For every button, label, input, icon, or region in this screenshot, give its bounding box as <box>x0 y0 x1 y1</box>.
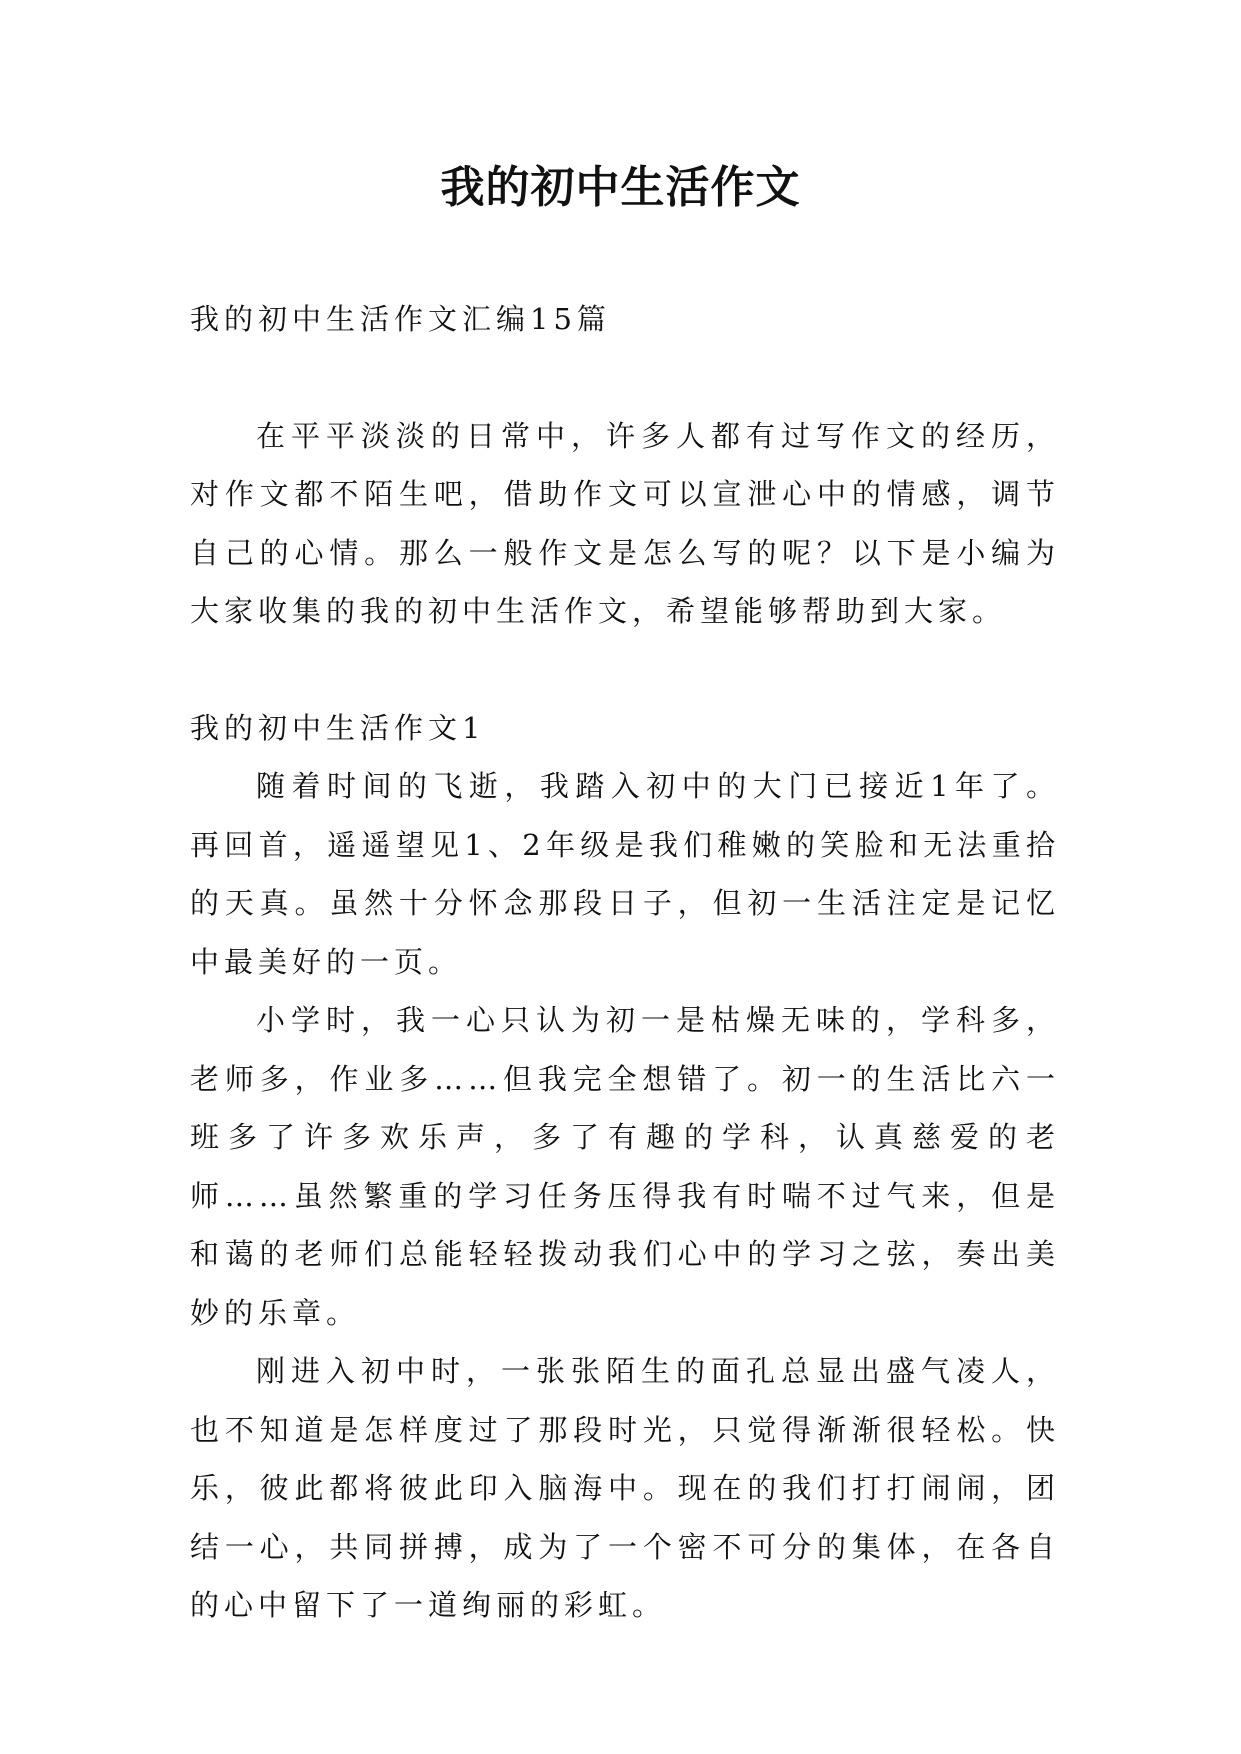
essay-paragraph: 随着时间的飞逝，我踏入初中的大门已接近1年了。再回首，遥遥望见1、2年级是我们稚嫩的笑脸和无法重拾的天真。虽然十分怀念那段日子，但初一生活注定是记忆中最美好的一页。 <box>190 769 1060 979</box>
essay-paragraph: 刚进入初中时，一张张陌生的面孔总显出盛气凌人，也不知道是怎样度过了那段时光，只觉得渐渐很轻松。快乐，彼此都将彼此印入脑海中。现在的我们打打闹闹，团结一心，共同拼搏，成为了一个密不可分的集体，在各自的心中留下了一道绚丽的彩虹。 <box>190 1354 1060 1622</box>
document-body <box>190 290 1060 1635</box>
spacer <box>190 641 1060 699</box>
spacer <box>190 349 1060 407</box>
document-subtitle: 我的初中生活作文汇编15篇 <box>190 302 611 336</box>
essay-heading: 我的初中生活作文1 <box>190 710 486 745</box>
essay-paragraph: 小学时，我一心只认为初一是枯燥无味的，学科多，老师多，作业多……但我完全想错了。初一的生活比六一班多了许多欢乐声，多了有趣的学科，认真慈爱的老师……虽然繁重的学习任务压得我有时喘不过气来，但是和蔼的老师们总能轻轻拨动我们心中的学习之弦，奏出美妙的乐章。 <box>190 1003 1060 1330</box>
intro-paragraph: 在平平淡淡的日常中，许多人都有过写作文的经历，对作文都不陌生吧，借助作文可以宣泄心中的情感，调节自己的心情。那么一般作文是怎么写的呢？以下是小编为大家收集的我的初中生活作文，希望能够帮助到大家。 <box>190 418 1060 628</box>
document-title: 我的初中生活作文 <box>440 162 801 213</box>
